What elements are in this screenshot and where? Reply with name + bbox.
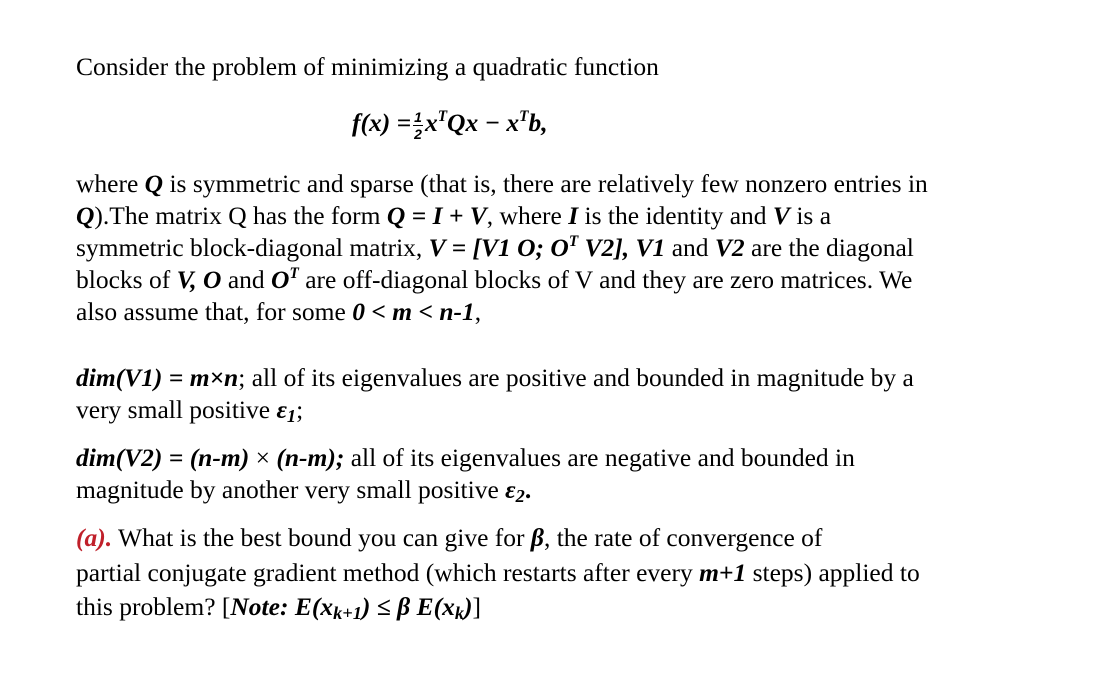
math-i: I bbox=[568, 201, 579, 230]
text: also assume that, for some bbox=[76, 297, 353, 326]
times-sign: × bbox=[249, 443, 277, 472]
question-line3 bbox=[76, 592, 482, 624]
para1-line1 bbox=[76, 171, 928, 197]
text: is the identity and bbox=[578, 201, 773, 230]
eq-fraction bbox=[413, 110, 423, 141]
item2-line2 bbox=[76, 475, 532, 507]
eq-b: b, bbox=[528, 108, 548, 137]
text: magnitude by another very small positive bbox=[76, 475, 506, 504]
note-expr: ) bbox=[464, 592, 473, 621]
para1-line3 bbox=[76, 235, 914, 261]
eq-minus: − bbox=[478, 108, 507, 137]
text: What is the best bound you can give for bbox=[112, 523, 531, 552]
text: . bbox=[524, 475, 532, 504]
question-line2 bbox=[76, 560, 920, 586]
math-o: O bbox=[271, 265, 290, 294]
quadratic-equation bbox=[352, 108, 548, 141]
math-sup: T bbox=[568, 233, 579, 251]
text: are the diagonal bbox=[744, 233, 914, 262]
text: is symmetric and sparse (that is, there are relatively few nonzero entries in bbox=[163, 169, 928, 198]
math-beta: β bbox=[530, 523, 544, 552]
eq-lhs: f(x) = bbox=[352, 108, 412, 137]
math-expr: (n-m); bbox=[276, 443, 345, 472]
text: ] bbox=[472, 592, 482, 621]
item2-line1 bbox=[76, 445, 855, 471]
note-expr: Note: E(x bbox=[230, 592, 334, 621]
text: this problem? [ bbox=[76, 592, 231, 621]
text: , where bbox=[486, 201, 569, 230]
item1-line2 bbox=[76, 395, 304, 427]
text: and bbox=[221, 265, 272, 294]
text: partial conjugate gradient method (which restarts after every bbox=[76, 558, 700, 587]
text: is a bbox=[789, 201, 832, 230]
math-expr: V2], V1 bbox=[578, 233, 666, 262]
note-sub: k+1 bbox=[333, 603, 362, 624]
text: and bbox=[665, 233, 715, 262]
eq-x1: x bbox=[424, 108, 438, 137]
text: all of its eigenvalues are negative and bounded in bbox=[344, 443, 855, 472]
eq-x2: x bbox=[506, 108, 520, 137]
para1-line4 bbox=[76, 267, 912, 293]
note-sub: k bbox=[454, 603, 465, 624]
math-epsilon: ε bbox=[276, 395, 287, 424]
para1-line5 bbox=[76, 299, 481, 325]
intro-line: Consider the problem of minimizing a quadratic function bbox=[76, 52, 659, 81]
text: steps) applied to bbox=[746, 558, 920, 587]
question-label: (a). bbox=[76, 523, 113, 552]
text: ; bbox=[296, 395, 304, 424]
math-v2: V2 bbox=[714, 233, 745, 262]
math-sup: T bbox=[289, 265, 299, 283]
math-expr: V, O bbox=[176, 265, 222, 294]
math-q: Q bbox=[144, 169, 164, 198]
math-sub: 1 bbox=[286, 406, 297, 427]
eq-t2: T bbox=[519, 108, 529, 126]
eq-qx: Qx bbox=[447, 108, 479, 137]
item1-line1 bbox=[76, 365, 914, 391]
eq-t1: T bbox=[437, 108, 448, 126]
math-q: Q bbox=[76, 201, 95, 230]
text: very small positive bbox=[76, 395, 277, 424]
text: where bbox=[76, 169, 145, 198]
math-expr: V = [V1 O; O bbox=[428, 233, 569, 262]
text: blocks of bbox=[76, 265, 177, 294]
math-expr: dim(V2) = (n-m) bbox=[76, 443, 250, 472]
math-sub: 2 bbox=[515, 486, 525, 507]
note-expr: ) ≤ β E(x bbox=[361, 592, 455, 621]
question-line1 bbox=[76, 525, 822, 551]
text: , the rate of convergence of bbox=[543, 523, 823, 552]
eq-frac-num: 1 bbox=[414, 108, 422, 125]
eq-frac-den: 2 bbox=[414, 125, 422, 142]
text: ; all of its eigenvalues are positive and bounded in magnitude by a bbox=[238, 363, 914, 392]
math-v: V bbox=[772, 201, 790, 230]
math-epsilon: ε bbox=[505, 475, 516, 504]
text: symmetric block-diagonal matrix, bbox=[76, 233, 429, 262]
text: are off-diagonal blocks of V and they are zero matrices. We bbox=[298, 265, 913, 294]
text: , bbox=[474, 297, 482, 326]
math-expr: Q = I + V bbox=[386, 201, 487, 230]
para1-line2 bbox=[76, 203, 831, 229]
math-expr: dim(V1) = m×n bbox=[76, 363, 239, 392]
math-expr: m+1 bbox=[699, 558, 747, 587]
math-expr: 0 < m < n-1 bbox=[352, 297, 475, 326]
text: ).The matrix Q has the form bbox=[94, 201, 387, 230]
